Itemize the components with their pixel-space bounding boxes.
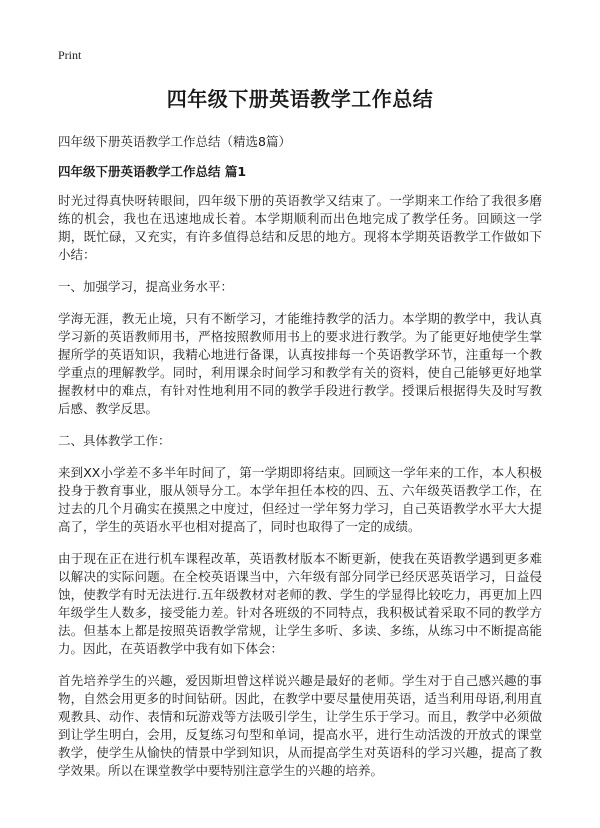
paragraph-teaching-1: 来到XX小学差不多半年时间了，第一学期即将结束。回顾这一学年来的工作，本人积极投身于教育事业，服从领导分工。本学年担任本校的四、五、六年级英语教学工作，在过去的几个月确实在摸黑之中度过，但经过一学年努力学习，自己英语教学水平大大提高了，学生的英语水平也相对提高了，同时也取得了一定的成绩。	[58, 465, 542, 534]
document-subtitle: 四年级下册英语教学工作总结（精选8篇）	[58, 134, 291, 149]
paragraph-intro: 时光过得真快呀转眼间，四年级下册的英语教学又结束了。一学期来工作给了我很多磨练的机会，我也在迅速地成长着。本学期顺利而出色地完成了教学任务。回顾这一学期，既忙碌，又充实，有许多值得总结和反思的地方。现将本学期英语教学工作做如下小结：	[58, 193, 542, 262]
paragraph-teaching-2: 由于现在正在进行机车课程改革，英语教材版本不断更新，使我在英语教学遇到更多难以解决的实际问题。在全校英语课当中，六年级有部分同学已经厌恶英语学习，日益侵蚀，使教学有时无法进行.五年级教材对老师的教、学生的学显得比较吃力，再更加上四年级学生人数多，接受能力差。针对各班级的不同特点，我积极试着采取不同的教学方法。但基本上都是按照英语教学常规，让学生多听、多读、多练，从练习中不断提高能力。因此，在英语教学中我有如下体会：	[58, 551, 542, 656]
subheading-teaching: 二、具体教学工作：	[58, 433, 171, 448]
paragraph-teaching-3: 首先培养学生的兴趣，爱因斯坦曾这样说兴趣是最好的老师。学生对于自己感兴趣的事物，自然会用更多的时间钻研。因此，在教学中要尽量使用英语，适当利用母语,利用直观教具、动作、表情和玩游戏等方法吸引学生，让学生乐于学习。而且，教学中必须做到让学生明白，会用，反复练习句型和单词，提高水平，进行生动活泼的开放式的课堂教学，使学生从愉快的情景中学到知识，从而提高学生对英语科的学习兴趣，提高了教学效果。所以在课堂教学中要特别注意学生的兴趣的培养。	[58, 673, 542, 778]
section-title: 四年级下册英语教学工作总结 篇1	[58, 164, 247, 179]
print-label: Print	[58, 48, 82, 62]
document-title: 四年级下册英语教学工作总结	[166, 87, 434, 111]
paragraph-study: 学海无涯，教无止境，只有不断学习，才能维持教学的活力。本学期的教学中，我认真学习新的英语教师用书，严格按照教师用书上的要求进行教学。为了能更好地使学生掌握所学的英语知识，我精心地进行备课，认真按排每一个英语教学环节，注重每一个教学重点的理解教学。同时，利用课余时间学习和教学有关的资料，使自己能够更好地掌握教材中的难点，有针对性地利用不同的教学手段进行教学。授课后根据得失及时写教后感、教学反思。	[58, 311, 542, 416]
subheading-study: 一、加强学习，提高业务水平：	[58, 279, 234, 294]
